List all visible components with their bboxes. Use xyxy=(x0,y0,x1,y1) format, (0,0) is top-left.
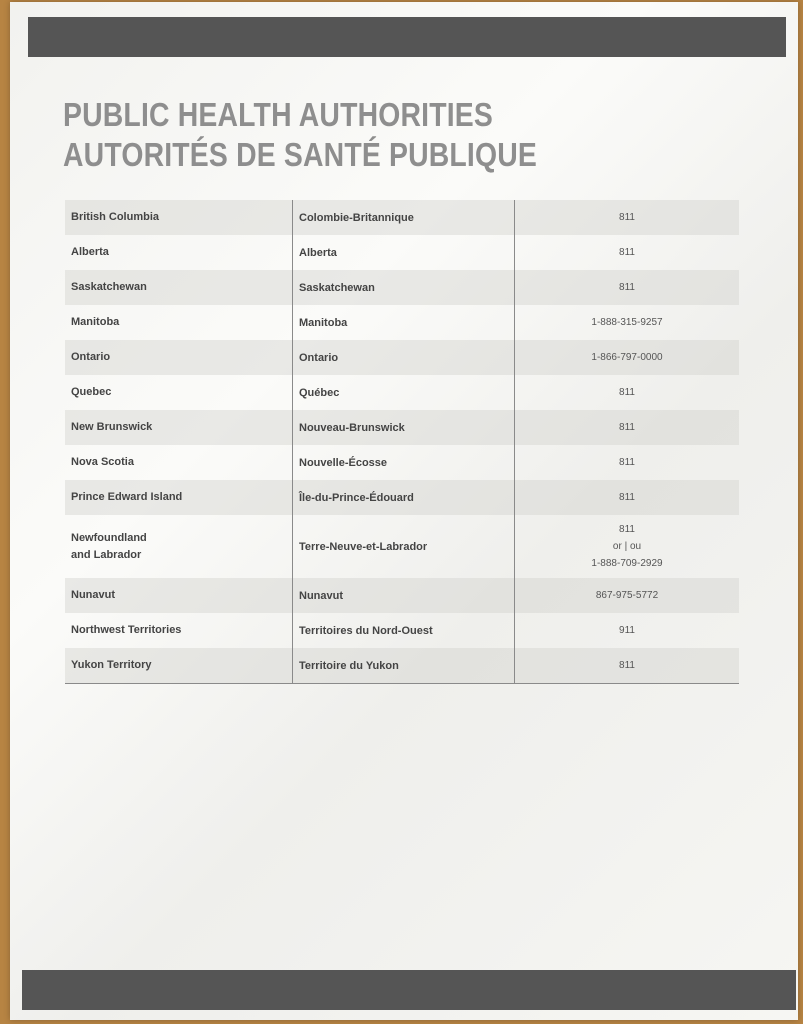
province-fr: Ontario xyxy=(292,340,514,375)
province-en: Northwest Territories xyxy=(71,624,182,636)
province-fr: Manitoba xyxy=(292,305,514,340)
phone-number: 811 xyxy=(514,235,739,270)
province-en: Ontario xyxy=(71,351,111,363)
phone-primary: 811 xyxy=(619,524,635,535)
table-row xyxy=(65,515,739,578)
phone-number: 811 xyxy=(514,375,739,410)
province-en: Alberta xyxy=(71,246,109,258)
phone-number: 911 xyxy=(514,613,739,648)
province-fr: Nunavut xyxy=(292,578,514,613)
table-row xyxy=(65,480,739,515)
province-fr: Saskatchewan xyxy=(292,270,514,305)
phone-number: 867-975-5772 xyxy=(514,578,739,613)
phone-number: 811 xyxy=(514,480,739,515)
phone-number xyxy=(514,515,739,578)
phone-number: 811 xyxy=(514,200,739,235)
province-fr: Alberta xyxy=(292,235,514,270)
phone-number: 811 xyxy=(514,270,739,305)
province-fr: Colombie-Britannique xyxy=(292,200,514,235)
title-english: PUBLIC HEALTH AUTHORITIES xyxy=(63,96,493,133)
province-en: Saskatchewan xyxy=(71,281,147,293)
phone-number: 811 xyxy=(514,410,739,445)
province-en: Nova Scotia xyxy=(71,456,134,468)
province-en: Nunavut xyxy=(71,589,115,601)
province-en-line2: and Labrador xyxy=(71,548,142,561)
table-row xyxy=(65,235,739,270)
province-en: British Columbia xyxy=(71,211,160,223)
top-band xyxy=(28,17,786,57)
phone-alternate: 1-888-709-2929 xyxy=(591,558,663,569)
province-en xyxy=(65,515,292,578)
province-fr: Nouvelle-Écosse xyxy=(292,445,514,480)
province-fr: Québec xyxy=(292,375,514,410)
phone-or: or | ou xyxy=(612,541,642,552)
table-row xyxy=(65,410,739,445)
paper-sheet xyxy=(10,2,798,1020)
phone-number: 1-866-797-0000 xyxy=(514,340,739,375)
bottom-band xyxy=(22,970,796,1010)
table-row xyxy=(65,340,739,375)
table-row xyxy=(65,445,739,480)
province-fr: Île-du-Prince-Édouard xyxy=(292,480,514,515)
table-row xyxy=(65,375,739,410)
phone-number: 811 xyxy=(514,445,739,480)
table-row xyxy=(65,270,739,305)
table-row xyxy=(65,305,739,340)
table-row xyxy=(65,200,739,235)
title-french: AUTORITÉS DE SANTÉ PUBLIQUE xyxy=(63,136,538,173)
province-fr: Nouveau-Brunswick xyxy=(292,410,514,445)
table-row xyxy=(65,578,739,613)
phone-number: 1-888-315-9257 xyxy=(514,305,739,340)
province-fr: Territoires du Nord-Ouest xyxy=(292,613,514,648)
province-fr: Terre-Neuve-et-Labrador xyxy=(292,515,514,578)
table-row xyxy=(65,648,739,683)
province-en: Manitoba xyxy=(71,316,120,328)
province-en: Quebec xyxy=(71,386,112,398)
authorities-table xyxy=(65,200,739,684)
table-row xyxy=(65,613,739,648)
province-en: Yukon Territory xyxy=(71,659,152,671)
province-en-line1: Newfoundland xyxy=(71,531,147,544)
province-en: New Brunswick xyxy=(71,421,153,433)
province-fr: Territoire du Yukon xyxy=(292,648,514,683)
province-en: Prince Edward Island xyxy=(71,491,183,503)
phone-number: 811 xyxy=(514,648,739,683)
